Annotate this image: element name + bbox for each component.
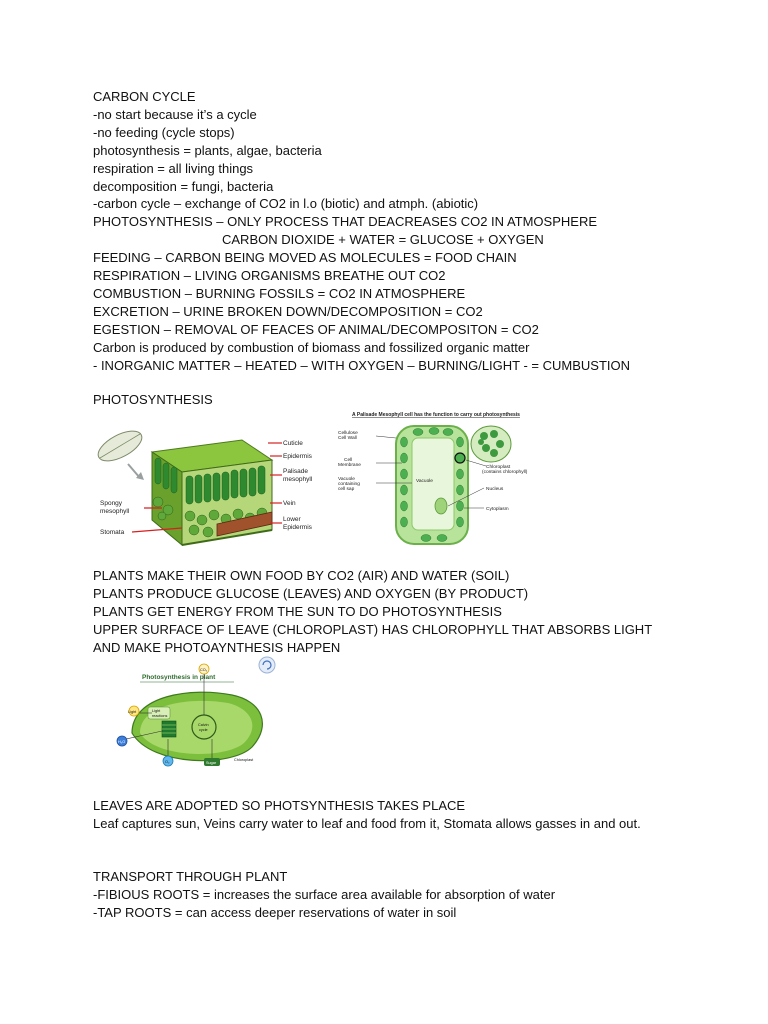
light-reactions-label-2: reactions: [152, 714, 168, 718]
vacuole-left-label: Vacuole: [338, 477, 355, 482]
cell-membrane-label: Cell: [344, 458, 353, 463]
leaves-body: Leaf captures sun, Veins carry water to leaf and food from it, Stomata allows gasses in and out.: [93, 815, 641, 831]
cell-diagram-title: A Palisade Mesophyll cell has the function to carry out photosynthesis: [352, 412, 520, 418]
sugar-label: Sugar: [206, 761, 217, 765]
palisade-label: Palisade: [283, 468, 308, 475]
note-line: COMBUSTION – BURNING FOSSILS = CO2 IN ATMOSPHERE: [93, 285, 466, 301]
note-line: -TAP ROOTS = can access deeper reservations of water in soil: [93, 904, 457, 920]
o2-label: O₂: [165, 760, 170, 764]
note-line: decomposition = fungi, bacteria: [93, 178, 274, 194]
vacuole-center-label: Vacuole: [416, 479, 433, 484]
stomata-label: Stomata: [100, 529, 125, 536]
swirl-icon: [259, 657, 275, 673]
note-line: EXCRETION – URINE BROKEN DOWN/DECOMPOSITION = CO2: [93, 303, 483, 319]
carbon-cycle-section: [93, 88, 733, 375]
lower-epidermis-label: Lower: [283, 516, 301, 523]
calvin-cycle-label-2: cycle: [199, 728, 208, 732]
nucleus-label: Nucleus: [486, 487, 504, 492]
note-line: PLANTS MAKE THEIR OWN FOOD BY CO2 (AIR) AND WATER (SOIL): [93, 568, 510, 583]
note-line: -FIBIOUS ROOTS = increases the surface area available for absorption of water: [93, 886, 556, 902]
epidermis-label: Epidermis: [283, 453, 312, 460]
light-label: Light: [128, 710, 137, 714]
carbon-cycle-heading: CARBON CYCLE: [93, 89, 196, 104]
cuticle-label: Cuticle: [283, 440, 303, 447]
vacuole-left-label-2: containing: [338, 482, 360, 487]
cell-membrane-label-2: Membrane: [338, 463, 361, 468]
photosynthesis-heading: PHOTOSYNTHESIS: [93, 392, 213, 407]
lower-epidermis-label-2: Epidermis: [283, 524, 312, 531]
calvin-cycle-label: Calvin: [198, 723, 209, 727]
note-line: UPPER SURFACE OF LEAVE (CHLOROPLAST) HAS CHLOROPHYLL THAT ABSORBS LIGHT AND MAKE PHOTOAYNTHESIS HAPPEN: [93, 621, 652, 655]
vacuole-left-label-3: cell sap: [338, 487, 355, 492]
note-line: -no feeding (cycle stops): [93, 124, 235, 140]
note-line: Carbon is produced by combustion of biomass and fossilized organic matter: [93, 339, 530, 355]
note-line: RESPIRATION – LIVING ORGANISMS BREATHE OUT CO2: [93, 268, 446, 284]
note-line: EGESTION – REMOVAL OF FEACES OF ANIMAL/DECOMPOSITON = CO2: [93, 321, 539, 337]
leaf-icon: [94, 425, 147, 480]
co2-label: CO₂: [200, 668, 208, 672]
leaves-section: [93, 797, 733, 833]
chloroplast-name-label: Chloroplast: [234, 758, 254, 762]
cytoplasm-label: Cytoplasm: [486, 507, 509, 512]
note-line: photosynthesis = plants, algae, bacteria: [93, 142, 322, 158]
note-line: PHOTOSYNTHESIS – ONLY PROCESS THAT DEACREASES CO2 IN ATMOSPHERE: [93, 214, 597, 230]
plant-diagram-title: Photosynthesis in plant: [142, 674, 216, 681]
plant-facts-section: [93, 567, 733, 657]
h2o-label: H₂O: [118, 740, 126, 744]
chloroplast-label: Chloroplast: [486, 465, 511, 470]
cell-wall-label-2: Cell Wall: [338, 436, 357, 441]
note-line: FEEDING – CARBON BEING MOVED AS MOLECULES = FOOD CHAIN: [93, 250, 517, 266]
palisade-label-2: mesophyll: [283, 476, 313, 483]
cell-shape: [396, 426, 511, 544]
spongy-label-2: mesophyll: [100, 508, 130, 515]
leaves-heading: LEAVES ARE ADOPTED SO PHOTSYNTHESIS TAKES PLACE: [93, 798, 466, 813]
note-line: respiration = all living things: [93, 160, 254, 176]
note-line: -carbon cycle – exchange of CO2 in l.o (biotic) and atmph. (abiotic): [93, 196, 479, 212]
note-line: PLANTS PRODUCE GLUCOSE (LEAVES) AND OXYGEN (BY PRODUCT): [93, 585, 529, 601]
equation-line: CARBON DIOXIDE + WATER = GLUCOSE + OXYGEN: [222, 232, 544, 248]
spongy-label: Spongy: [100, 500, 123, 507]
cell-wall-label: Cellulose: [338, 431, 358, 436]
transport-heading: TRANSPORT THROUGH PLANT: [93, 869, 288, 884]
vein-label: Vein: [283, 500, 296, 507]
transport-section: [93, 868, 733, 922]
note-line: -no start because it’s a cycle: [93, 106, 257, 122]
palisade-cell-diagram: [336, 408, 536, 548]
photosynthesis-in-plant-diagram: [112, 655, 282, 780]
note-line: PLANTS GET ENERGY FROM THE SUN TO DO PHOTOSYNTHESIS: [93, 603, 502, 619]
chloroplast-label-2: (contains chlorophyll): [482, 470, 528, 475]
leaf-cross-section-diagram: [92, 420, 327, 555]
photosynthesis-section: [93, 391, 733, 409]
note-line: - INORGANIC MATTER – HEATED – WITH OXYGEN – BURNING/LIGHT - = CUMBUSTION: [93, 357, 631, 373]
light-reactions-label: Light: [152, 709, 161, 713]
